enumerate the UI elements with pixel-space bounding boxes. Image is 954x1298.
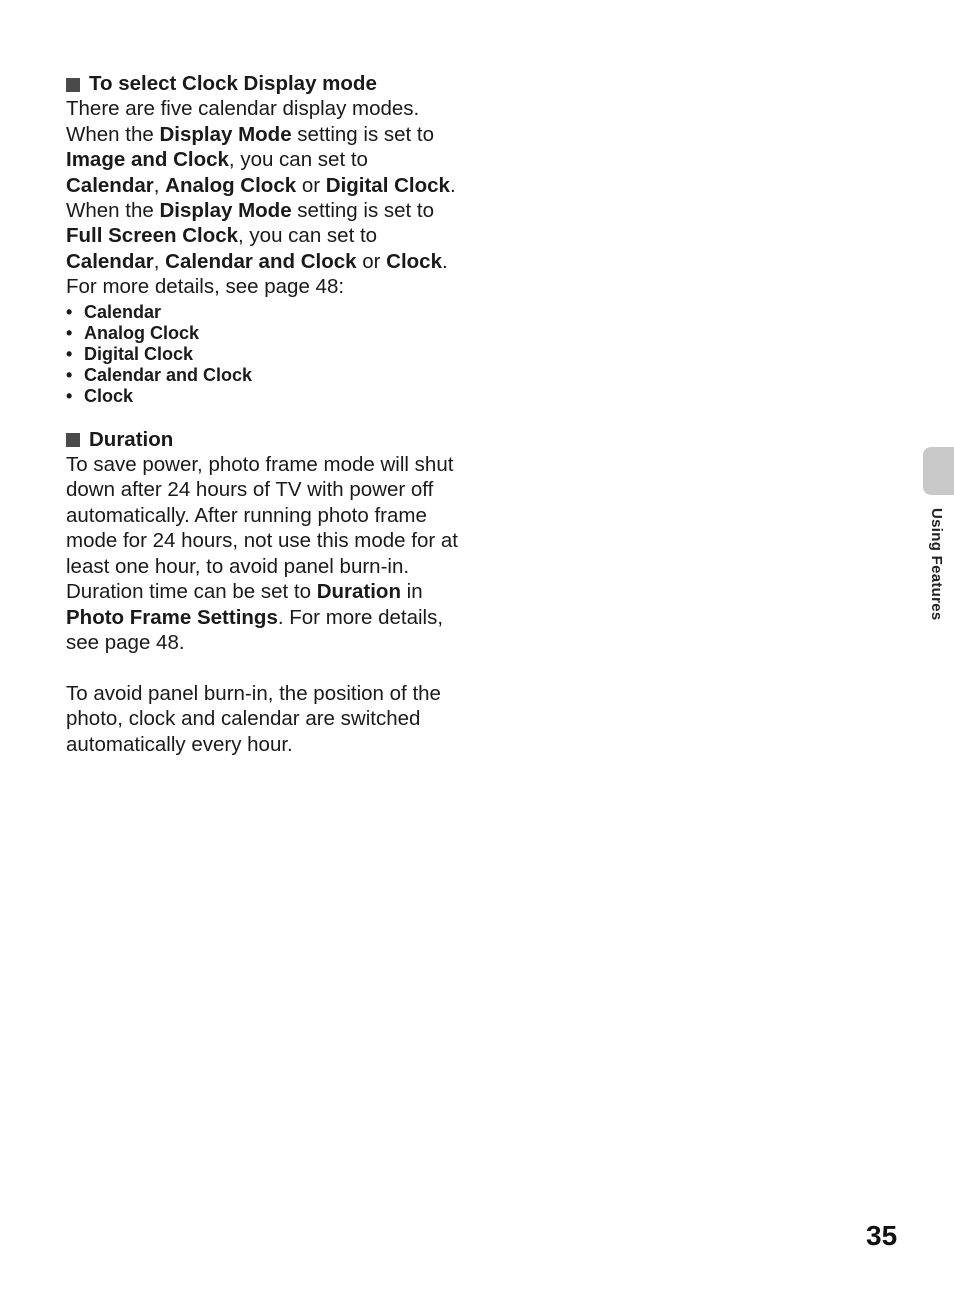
text-run: When the (66, 122, 160, 146)
intro-paragraph: There are five calendar display modes. (66, 97, 420, 121)
spacer (66, 655, 466, 680)
list-item-label: Digital Clock (84, 344, 194, 365)
text-run: , you can set to (238, 224, 378, 248)
list-item (66, 365, 466, 386)
bold-term: Display Mode (159, 122, 292, 146)
text-run: or (356, 249, 387, 273)
bold-term: Photo Frame Settings (66, 605, 278, 629)
text-run: setting is set to (291, 122, 435, 146)
bullet-icon: • (66, 322, 73, 343)
bold-term: Digital Clock (325, 173, 450, 197)
bold-term: Calendar (66, 173, 154, 197)
display-mode-list (66, 302, 466, 408)
side-tab-marker (923, 447, 954, 495)
square-bullet-icon (66, 433, 80, 447)
bold-term: Calendar and Clock (165, 249, 357, 273)
burn-in-paragraph: To avoid panel burn-in, the position of the photo, clock and calendar are switched automatically every hour. (66, 681, 441, 756)
list-item-label: Calendar and Clock (84, 365, 253, 386)
page-number: 35 (866, 1220, 898, 1251)
text-run: in (400, 580, 423, 604)
list-item (66, 302, 466, 323)
duration-setting-paragraph (66, 579, 466, 655)
square-bullet-icon (66, 78, 80, 92)
text-run: , (153, 249, 166, 273)
text-run: . For more details, see page 48. (66, 605, 444, 654)
bold-term: Full Screen Clock (66, 224, 239, 248)
heading-text: To select Clock Display mode (89, 72, 377, 95)
display-mode-paragraph (66, 122, 466, 274)
list-item (66, 344, 466, 365)
side-section-label: Using Features (928, 508, 945, 621)
bold-term: Display Mode (159, 199, 292, 223)
bold-term: Duration (316, 580, 401, 604)
list-item-label: Calendar (84, 301, 162, 322)
section-heading-duration (66, 427, 466, 452)
bold-term: Analog Clock (165, 173, 297, 197)
list-item-label: Analog Clock (84, 322, 200, 343)
list-item (66, 323, 466, 344)
text-run: . When the (66, 173, 456, 223)
text-run: , you can set to (228, 148, 368, 172)
bold-term: Calendar (66, 249, 154, 273)
text-run: Duration time can be set to (66, 580, 317, 604)
bullet-icon: • (66, 365, 73, 386)
text-run: or (296, 173, 326, 197)
text-run: setting is set to (291, 199, 435, 223)
text-run: , (153, 173, 166, 197)
text-run: . (441, 249, 448, 273)
list-item (66, 386, 466, 407)
bullet-icon: • (66, 386, 73, 407)
list-item-label: Clock (84, 386, 134, 407)
bullet-icon: • (66, 344, 73, 365)
bold-term: Image and Clock (66, 148, 229, 172)
page-content (66, 71, 466, 757)
bullet-icon: • (66, 301, 73, 322)
section-heading-clock-display (66, 71, 466, 96)
power-paragraph: To save power, photo frame mode will shut down after 24 hours of TV with power off automatically. After running photo frame mode for 24 hours, not use this mode for at least one hour, to avoid panel burn-in. (66, 453, 458, 578)
bold-term: Clock (386, 249, 442, 273)
more-details-text: For more details, see page 48: (66, 275, 345, 299)
duration-section (66, 427, 466, 757)
heading-text: Duration (89, 427, 174, 451)
